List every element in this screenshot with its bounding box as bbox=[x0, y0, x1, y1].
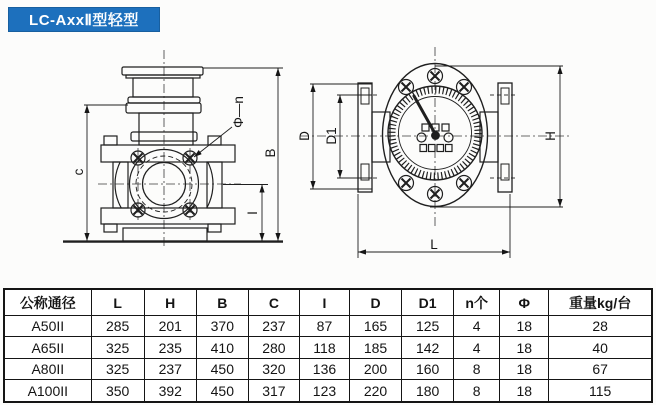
table-cell: 410 bbox=[196, 337, 248, 358]
table-row bbox=[4, 358, 652, 379]
page-title: LC-AxxⅡ型轻型 bbox=[8, 7, 160, 32]
dim-label-L: L bbox=[430, 237, 438, 252]
model-cell: A65II bbox=[4, 337, 91, 358]
dim-label-H: H bbox=[543, 131, 558, 141]
table-cell: 136 bbox=[299, 358, 349, 379]
left-flange-slot-top bbox=[361, 88, 369, 104]
table-cell: 180 bbox=[402, 380, 454, 402]
table-header-cell: I bbox=[299, 289, 349, 316]
table-header-cell: n个 bbox=[454, 289, 500, 316]
table-cell: 123 bbox=[299, 380, 349, 402]
left-neck bbox=[372, 112, 390, 162]
table-cell: 285 bbox=[91, 316, 144, 337]
dimension-table bbox=[3, 288, 653, 403]
bottom-bolt-right bbox=[208, 224, 221, 232]
model-cell: A50II bbox=[4, 316, 91, 337]
table-cell: 18 bbox=[500, 380, 549, 402]
model-cell: A100II bbox=[4, 380, 91, 402]
table-row bbox=[4, 337, 652, 358]
table-header-row bbox=[4, 289, 652, 316]
table-cell: 28 bbox=[549, 316, 652, 337]
counter-window bbox=[429, 145, 436, 152]
stack-flange bbox=[126, 103, 201, 113]
table-cell: 18 bbox=[500, 337, 549, 358]
table-header-cell: C bbox=[248, 289, 299, 316]
counter-window bbox=[446, 145, 453, 152]
front-view-drawing bbox=[63, 50, 283, 248]
table-cell: 87 bbox=[299, 316, 349, 337]
dim-label-I: I bbox=[245, 211, 260, 215]
table-header-cell: D bbox=[350, 289, 402, 316]
bottom-bolt-left bbox=[104, 224, 117, 232]
table-cell: 4 bbox=[454, 316, 500, 337]
table-cell: 392 bbox=[144, 380, 196, 402]
table-cell: 67 bbox=[549, 358, 652, 379]
table-header-cell: 公称通径 bbox=[4, 289, 91, 316]
table-cell: 237 bbox=[144, 358, 196, 379]
table-cell: 142 bbox=[402, 337, 454, 358]
stack-column bbox=[139, 113, 193, 145]
phi-n-leader-line bbox=[194, 127, 232, 157]
side-dimension-lines bbox=[310, 66, 563, 258]
top-bolt-left bbox=[104, 136, 117, 145]
table-cell: 118 bbox=[299, 337, 349, 358]
left-flange bbox=[358, 83, 372, 192]
counter-housing bbox=[133, 78, 193, 97]
table-cell: 185 bbox=[350, 337, 402, 358]
table-header-cell: D1 bbox=[402, 289, 454, 316]
dial-subcircle-left bbox=[417, 133, 426, 142]
dimension-labels bbox=[71, 96, 558, 252]
right-flange-slot-top bbox=[501, 88, 509, 104]
table-cell: 450 bbox=[196, 358, 248, 379]
table-header-cell: Φ bbox=[500, 289, 549, 316]
table-row bbox=[4, 316, 652, 337]
table-cell: 115 bbox=[549, 380, 652, 402]
right-neck bbox=[480, 112, 498, 162]
base-plate bbox=[123, 228, 207, 241]
body-side-right bbox=[207, 162, 222, 208]
table-cell: 317 bbox=[248, 380, 299, 402]
top-cap bbox=[122, 67, 203, 75]
table-cell: 160 bbox=[402, 358, 454, 379]
table-cell: 201 bbox=[144, 316, 196, 337]
table-cell: 220 bbox=[350, 380, 402, 402]
table-cell: 4 bbox=[454, 337, 500, 358]
table-head bbox=[4, 289, 652, 316]
table-cell: 320 bbox=[248, 358, 299, 379]
counter-window bbox=[422, 124, 429, 131]
side-view-drawing bbox=[300, 47, 572, 258]
table-cell: 200 bbox=[350, 358, 402, 379]
table-header-cell: 重量kg/台 bbox=[549, 289, 652, 316]
table-cell: 125 bbox=[402, 316, 454, 337]
dim-label-c: c bbox=[71, 168, 86, 176]
right-flange bbox=[498, 83, 512, 192]
table-cell: 165 bbox=[350, 316, 402, 337]
table-header-cell: H bbox=[144, 289, 196, 316]
dim-label-D: D bbox=[297, 131, 312, 141]
table-cell: 235 bbox=[144, 337, 196, 358]
table-header-cell: B bbox=[196, 289, 248, 316]
table-cell: 40 bbox=[549, 337, 652, 358]
dim-label-phi-n: Φ—n bbox=[231, 96, 246, 128]
table-cell: 237 bbox=[248, 316, 299, 337]
table-cell: 370 bbox=[196, 316, 248, 337]
counter-window bbox=[442, 124, 449, 131]
table-cell: 8 bbox=[454, 380, 500, 402]
table-cell: 18 bbox=[500, 316, 549, 337]
table-row bbox=[4, 380, 652, 402]
dim-label-B: B bbox=[263, 148, 278, 158]
model-cell: A80II bbox=[4, 358, 91, 379]
body-top-flange-bar bbox=[101, 145, 235, 162]
table-body bbox=[4, 316, 652, 403]
counter-window bbox=[420, 145, 427, 152]
table-cell: 280 bbox=[248, 337, 299, 358]
table-cell: 18 bbox=[500, 358, 549, 379]
table-cell: 325 bbox=[91, 337, 144, 358]
table-cell: 450 bbox=[196, 380, 248, 402]
table-header-cell: L bbox=[91, 289, 144, 316]
dial-hub bbox=[432, 132, 440, 140]
table-cell: 325 bbox=[91, 358, 144, 379]
dial-subcircle-right bbox=[444, 133, 453, 142]
table-cell: 8 bbox=[454, 358, 500, 379]
body-bottom-flange-bar bbox=[101, 208, 235, 224]
dim-label-D1: D1 bbox=[324, 127, 339, 145]
table-cell: 350 bbox=[91, 380, 144, 402]
counter-window bbox=[437, 145, 444, 152]
